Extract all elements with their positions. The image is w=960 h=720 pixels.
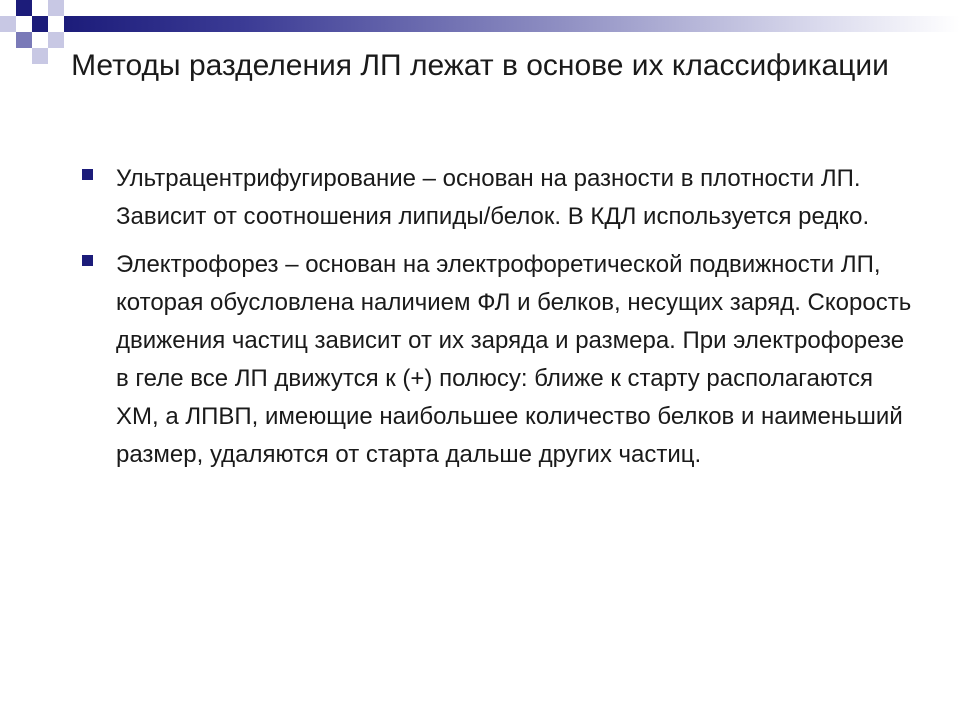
decor-square [32, 16, 48, 32]
decor-square [16, 32, 32, 48]
square-bullet-icon [82, 169, 93, 180]
square-bullet-icon [82, 255, 93, 266]
bullet-text: Электрофорез – основан на электрофоретической подвижности ЛП, которая обусловлена наличием ФЛ и белков, несущих заряд. Скорость движения частиц зависит от их заряда и размера. При электрофорезе в геле все ЛП движутся к (+) полюсу: ближе к старту располагаются ХМ, а ЛПВП, имеющие наибольшее количество белков и наименьший размер, удаляются от старта дальше других частиц. [116, 251, 912, 468]
bullet-text: Ультрацентрифугирование – основан на разности в плотности ЛП. Зависит от соотношения липиды/белок. В КДЛ используется редко. [116, 165, 870, 230]
decor-square [0, 16, 16, 32]
bullet-item [116, 246, 916, 474]
decor-square [48, 0, 64, 16]
decor-square [32, 48, 48, 64]
slide-title: Методы разделения ЛП лежат в основе их классификации [71, 49, 889, 82]
bullet-list [116, 160, 916, 474]
bullet-item [116, 160, 916, 236]
header-bar [64, 16, 960, 32]
decor-square [16, 0, 32, 16]
